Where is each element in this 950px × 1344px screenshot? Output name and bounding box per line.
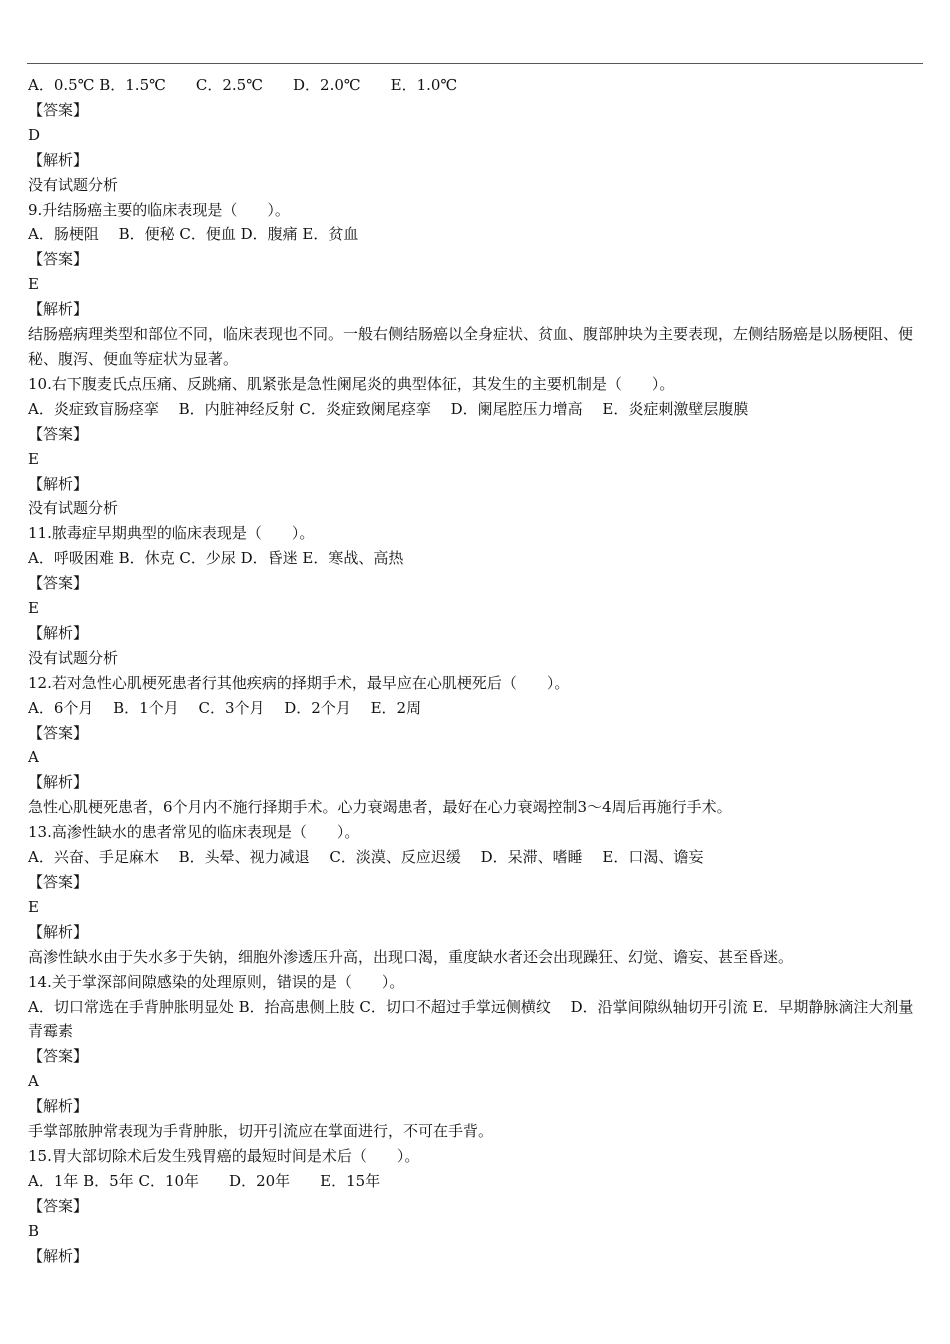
q9-question: 9.升结肠癌主要的临床表现是（ ）。: [28, 200, 290, 219]
q12-answer: A: [28, 748, 39, 767]
q15-answer: B: [28, 1221, 40, 1240]
q13-question: 13.高渗性缺水的患者常见的临床表现是（ ）。: [28, 823, 360, 842]
q8-answer: D: [28, 125, 41, 144]
q10-question: 10.右下腹麦氏点压痛、反跳痛、肌紧张是急性阑尾炎的典型体征，其发生的主要机制是（ ）。: [28, 374, 675, 393]
q10-options: A．炎症致盲肠痉挛 B．内脏神经反射 C．炎症致阑尾痉挛 D．阑尾腔压力增高 E．炎症刺激壁层腹膜: [28, 399, 749, 418]
q9-analysis-heading: 【解析】: [28, 300, 89, 319]
q9-analysis: 结肠癌病理类型和部位不同，临床表现也不同。一般右侧结肠癌以全身症状、贫血、腹部肿块为主要表现，左侧结肠癌是以肠梗阻、便秘、腹泻、便血等症状为显著。: [28, 325, 914, 368]
q9-options: A．肠梗阻 B．便秘 C．便血 D．腹痛 E．贫血: [28, 225, 359, 244]
q14-options: A．切口常选在手背肿胀明显处 B．抬高患侧上肢 C．切口不超过手掌远侧横纹 D．沿掌间隙纵轴切开引流 E．早期静脉滴注大剂量青霉素: [28, 997, 914, 1041]
header-rule: [27, 63, 923, 64]
q11-question: 11.脓毒症早期典型的临床表现是（ ）。: [28, 524, 315, 543]
q8-answer-heading: 【答案】: [28, 100, 89, 119]
q15-answer-heading: 【答案】: [28, 1196, 89, 1215]
q8-analysis: 没有试题分析: [28, 175, 119, 194]
q12-answer-heading: 【答案】: [28, 723, 89, 742]
q11-analysis-heading: 【解析】: [28, 623, 89, 642]
q11-answer-heading: 【答案】: [28, 574, 89, 593]
q14-answer: A: [28, 1072, 39, 1091]
q13-analysis-heading: 【解析】: [28, 922, 89, 941]
q15-question: 15.胃大部切除术后发生残胃癌的最短时间是术后（ ）。: [28, 1146, 420, 1165]
q15-analysis-heading: 【解析】: [28, 1246, 89, 1265]
q13-analysis: 高渗性缺水由于失水多于失钠，细胞外渗透压升高，出现口渴，重度缺水者还会出现躁狂、幻觉、谵妄、甚至昏迷。: [28, 947, 794, 966]
q12-analysis-heading: 【解析】: [28, 773, 89, 792]
document-body: [28, 73, 924, 1269]
q14-analysis: 手掌部脓肿常表现为手背肿胀，切开引流应在掌面进行，不可在手背。: [28, 1122, 494, 1141]
q8-options: A．0.5℃ B．1.5℃ C．2.5℃ D．2.0℃ E．1.0℃: [28, 76, 458, 94]
q10-analysis: 没有试题分析: [28, 499, 119, 518]
q13-options: A．兴奋、手足麻木 B．头晕、视力减退 C．淡漠、反应迟缓 D．呆滞、嗜睡 E．口渴、谵妄: [28, 848, 704, 867]
q10-analysis-heading: 【解析】: [28, 474, 89, 493]
q15-options: A．1年 B．5年 C．10年 D．20年 E．15年: [28, 1171, 381, 1190]
q12-options: A．6个月 B．1个月 C．3个月 D．2个月 E．2周: [28, 698, 422, 717]
q9-answer-heading: 【答案】: [28, 250, 89, 269]
q14-answer-heading: 【答案】: [28, 1047, 89, 1066]
q12-question: 12.若对急性心肌梗死患者行其他疾病的择期手术，最早应在心肌梗死后（ ）。: [28, 673, 570, 692]
q13-answer-heading: 【答案】: [28, 873, 89, 891]
q14-analysis-heading: 【解析】: [28, 1097, 89, 1116]
q13-answer: E: [28, 897, 39, 916]
q10-answer: E: [28, 449, 39, 468]
q8-analysis-heading: 【解析】: [28, 150, 89, 169]
q10-answer-heading: 【答案】: [28, 424, 89, 443]
q11-answer: E: [28, 599, 39, 618]
q9-answer: E: [28, 275, 39, 294]
q12-analysis: 急性心肌梗死患者，6个月内不施行择期手术。心力衰竭患者，最好在心力衰竭控制3～4周后再施行手术。: [28, 798, 732, 817]
q11-options: A．呼吸困难 B．休克 C．少尿 D．昏迷 E．寒战、高热: [28, 549, 404, 568]
q14-question: 14.关于掌深部间隙感染的处理原则，错误的是（ ）。: [28, 972, 405, 991]
q11-analysis: 没有试题分析: [28, 648, 119, 667]
